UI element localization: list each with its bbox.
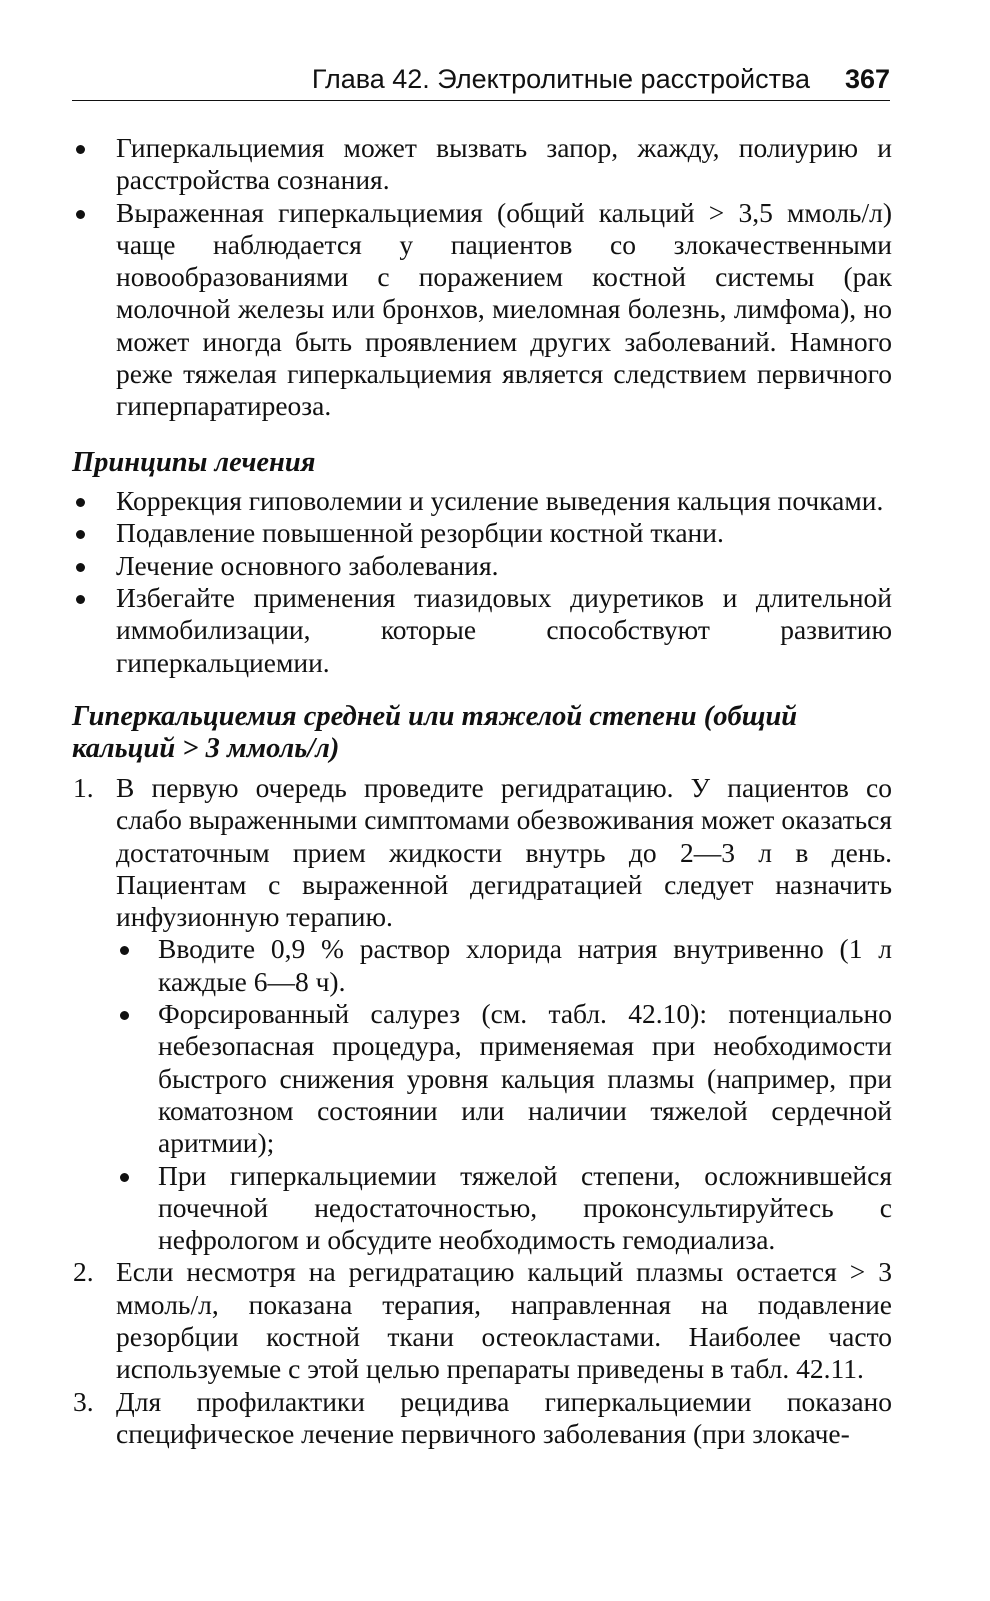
step-number: 2. (73, 1256, 94, 1288)
step-subitem: При гиперкальциемии тяжелой степени, осложнившейся почечной недостаточностью, проконсультируйтесь с нефрологом и обсудите необходимость гемодиализа. (116, 1160, 892, 1257)
principle-item: Избегайте применения тиазидовых диуретиков и длительной иммобилизации, которые способствуют развитию гиперкальциемии. (72, 582, 892, 679)
step-text: В первую очередь проведите регидратацию. У пациентов со слабо выраженными симптомами обезвоживания может оказаться достаточным прием жидкости внутрь до 2—3 л в день. Пациентам с выраженной дегидратацией следует назначить инфузионную терапию. (116, 771, 892, 933)
intro-bullet: Выраженная гиперкальциемия (общий кальций > 3,5 ммоль/л) чаще наблюдается у пациентов со злокачественными новообразованиями с поражением костной системы (рак молочной железы или бронхов, миеломная болезнь, лимфома), но может иногда быть проявлением других заболеваний. Намного реже тяжелая гиперкальциемия является следствием первичного гиперпаратиреоза. (72, 197, 892, 423)
step-subitem: Форсированный салурез (см. табл. 42.10): потенциально небезопасная процедура, применяемая при необходимости быстрого снижения уровня кальция плазмы (например, при коматозном состоянии или наличии тяжелой сердечной аритмии); (116, 998, 892, 1159)
running-header (72, 58, 890, 101)
principle-item: Лечение основного заболевания. (72, 550, 892, 582)
section-heading-severe: Гиперкальциемия средней или тяжелой степени (общий кальций > 3 ммоль/л) (72, 700, 798, 765)
section-heading-principles: Принципы лечения (72, 446, 316, 478)
numbered-step (72, 1256, 892, 1385)
principle-item: Подавление повышенной резорбции костной ткани. (72, 517, 892, 549)
step-text: Для профилактики рецидива гиперкальциемии показано специфическое лечение первичного заболевания (при злокаче- (116, 1385, 892, 1449)
chapter-title: Глава 42. Электролитные расстройства (311, 64, 810, 94)
page-body (72, 132, 892, 1450)
step-number: 1. (73, 771, 94, 803)
numbered-step (72, 1386, 892, 1451)
step-text: Если несмотря на регидратацию кальций плазмы остается > 3 ммоль/л, показана терапия, направленная на подавление резорбции костной ткани остеокластами. Наиболее часто используемые с этой целью препараты приведены в табл. 42.11. (116, 1256, 892, 1385)
step-subitem: Вводите 0,9 % раствор хлорида натрия внутривенно (1 л каждые 6—8 ч). (116, 933, 892, 998)
page-number: 367 (844, 64, 890, 94)
numbered-step (72, 772, 892, 1256)
step-number: 3. (73, 1385, 94, 1417)
intro-bullet: Гиперкальциемия может вызвать запор, жажду, полиурию и расстройства сознания. (72, 132, 892, 197)
principle-item: Коррекция гиповолемии и усиление выведения кальция почками. (72, 485, 892, 517)
